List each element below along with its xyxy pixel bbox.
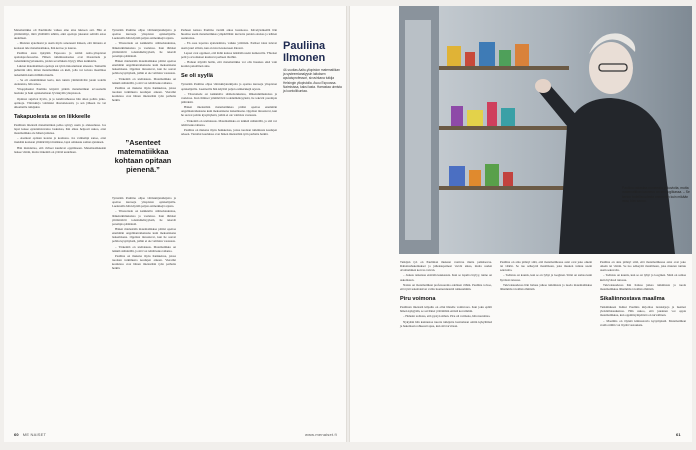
paragraph: Tutkijan työ on Pauliinan mukaan vaativaa mutta palkitsevaa. Rahoitushakemukset ja julkaisupaineet vievät aikaa, mutta uuden oivaltaminen korvaa vaivan.	[400, 260, 492, 273]
paragraph: Tulevaisuudessa hän haluaa jatkaa tutkimusta ja tuoda matematiikkaa lähemmäs tavallisia ihmisiä.	[600, 282, 686, 291]
paragraph: – Tärkeintä on uteliaisuus. Matematiikka on leikkiä säännöillä, ja sitä voi tehdä kuka tahansa.	[181, 118, 277, 127]
paragraph: – Todistus on kaunis, kun se on lyhyt ja looginen. Siinä on samaa kuin hyvässä runossa.	[500, 273, 592, 282]
website-url: www.menaiset.fi	[305, 432, 337, 437]
paragraph: – Maailma on täynnä kiinnostavia kysymyksiä. Matematiikan avulla niihin voi löytää vastauksia.	[600, 318, 686, 327]
page-number-left: 60	[14, 432, 19, 437]
paragraph: Pauliinan mielestä matematiikan pelko syntyy usein jo alakoulussa. Jos lapsi kokee epäonnistuvansa laskuissa, hän alkaa helposti uskoa, ettei matematiikka ole hänen juttunsa.	[14, 122, 106, 135]
article-column-4	[400, 260, 492, 329]
page-number-right: 61	[676, 432, 681, 437]
paragraph: – Joskus ratkaisua etsitään kuukausia. Kun se lopulta löytyy, tunne on uskomaton.	[400, 273, 492, 282]
photo-caption: Pauliina rakastaa numeroita ja kuvioita, mutta matematiikan kauneus on sen logiikassa. – Se kertoo todellisuudesta enemmän kuin mikään muu, hän sanoo.	[622, 186, 690, 203]
paragraph: Työssään Pauliina ohjaa väitöskirjatutkijoita ja opettaa kursseja yliopiston opiskelijoille. Luennoilla hän käyttää paljon esimerkkejä arjesta.	[112, 28, 176, 41]
folio-right	[676, 432, 681, 437]
paragraph: – Se oli ensimmäinen kerta, kun tunsin ymmärtäväni jotain todella olennaista, hän sanoo.	[14, 77, 106, 86]
paragraph: Hän muistuttaa, että virheet kuuluvat oppimiseen. Matemaatikkokin laskee väärin, mutta tärkeintä on yrittää uudelleen.	[14, 145, 106, 154]
portrait-photo	[399, 6, 692, 254]
paragraph: Tutkimuksen lisäksi Pauliina kirjoittaa tietokirjoja ja luennoi yleisötilaisuuksissa. Hän uskoo, että jokainen voi oppia matematiikkaa, kun oppimisympäristö on turvallinen.	[600, 305, 686, 318]
paragraph: – Halusin todistaa, että pystyn siihen. Piru oli voimana, hän naurahtaa.	[403, 314, 491, 319]
paragraph: – Todistus on kaunis, kun se on lyhyt ja looginen. Siinä on samaa kuin hyvässä runossa.	[600, 273, 686, 282]
paragraph: – En osaa lopettaa ajattelemista, vaikka yrittäisin. Parhaat ideat tulevat usein juuri silloin, kun en istu tietokoneen ääressä.	[181, 41, 277, 50]
paragraph: – Tilastotiede on kaikkialla: säätiedotuksissa, lääketutkimuksissa ja vaaleissa. Kun ihmiset ymmärtävät todennäköisyyksiä, he tekevät parempia päätöksiä.	[181, 91, 277, 104]
section-heading: Takapuolesta se on liikkeelle	[14, 113, 91, 120]
paragraph: Lapset ovat oppineet, että äidin kanssa leikitään usein numeroilla. Yhteiset pelit ja arvoitukset kuuluvat perheen iltoihin.	[181, 50, 277, 59]
article-column-2	[112, 28, 176, 136]
paragraph: – Haluan näyttää heille, että matematiikka voi olla hauskaa eikä vain koulun pakollinen aine.	[181, 60, 277, 69]
paragraph: Pauliina on mukana myös hankkeissa, joissa tuodaan tutkimusta koulujen arkeen. Vierailut kouluissa ovat hänen mielestään työn parhaita hetkiä.	[181, 128, 277, 137]
paragraph: Naisia on matematiikan professoreina edelleen vähän. Pauliina toivoo, että tytöt uskaltaisivat valita luonnontieteitä rohkeammin.	[400, 282, 492, 291]
paragraph: Pauliina on aina pitänyt siitä, että matematiikassa asiat ovat joko oikein tai väärin. Se tuo selkeyttä maailmaan, joka muuten tuntuu usein sekavalta.	[600, 260, 686, 273]
profile-name: Pauliina Ilmonen	[283, 40, 326, 64]
paragraph: – Tärkeintä on uteliaisuus. Matematiikka on leikkiä säännöillä, ja sitä voi tehdä kuka tahansa.	[112, 76, 176, 85]
paragraph: Tulevaisuudessa hän haluaa jatkaa tutkimusta ja tuoda matematiikkaa lähemmäs tavallisia ihmisiä.	[500, 282, 592, 291]
folio-url	[305, 432, 337, 437]
paragraph: Pauliina on mukana myös hankkeissa, joissa tuodaan tutkimusta koulujen arkeen. Vierailut kouluissa ovat hänen mielestään työn parhaita hetkiä.	[112, 85, 176, 103]
paragraph: Työssään Pauliina ohjaa väitöskirjatutkijoita ja opettaa kursseja yliopiston opiskelijoille. Luennoilla hän käyttää paljon esimerkkejä arjesta.	[112, 196, 176, 209]
article-column-1	[14, 28, 106, 155]
section-heading: Sikaliinnostava maailma	[600, 296, 665, 303]
folio-left	[14, 432, 46, 437]
paragraph: Pauliina on mukana myös hankkeissa, joissa tuodaan tutkimusta koulujen arkeen. Vierailut kouluissa ovat hänen mielestään työn parhaita hetkiä.	[112, 253, 176, 271]
magazine-name: ME NAISET	[22, 432, 47, 437]
paragraph: Matematiikka oli Pauliinalle vaikea aine aina lukioon asti. Hän ei ymmärtänyt, mitä yhtälöillä tehtiin, eikä opettaja jaksanut selittää asiaa uudelleen.	[14, 28, 106, 41]
paragraph: Perheen kanssa Pauliina viettää aikaa luonnossa. Kävelylenkeillä hän huomaa usein matematiikkaa ympärillään: kuvioita puiden oksissa ja lehtien asennoissa.	[181, 28, 277, 41]
paragraph: – Asenteet opitaan kotona ja koulussa. Jos vanhempi sanoo, ettei itsekään koskaan ymmärtänyt matikkaa, lapsi omaksuu saman ajatuksen.	[14, 136, 106, 145]
paragraph: Työssään Pauliina ohjaa väitöskirjatutkijoita ja opettaa kursseja yliopiston opiskelijoille. Luennoilla hän käyttää paljon esimerkkejä arjesta.	[181, 82, 277, 91]
article-column-5	[500, 260, 592, 292]
section-heading: Se oli syyllä	[181, 73, 214, 80]
paragraph: Hänen mielestään matematiikkaa pitäisi opettaa enemmän ongelmanratkaisuna kuin mekaanisena laskemisena. Oppilaat innostuvat, kun he saavat pohtia kysymyksiä, joihin ei ole valmista vastausta.	[112, 227, 176, 244]
profile-bio: 44-vuotias Aalto-yliopiston matematiikan ja systeemianalyysin laitoksen apulaisprofessori, sivuvirkana tutkija Helsingin yliopistolla. Asuu Espoossa. Naimisissa, kaksi lasta. Harrastaa uimista ja luontoliikuntaa.	[283, 68, 342, 94]
paragraph: Opinnot sujuivat hyvin, ja jo kandivaiheessa hän alkoi pohtia jatko-opintoja. Väitöskirja valmistui tilastotieteestä, ja sen jälkeen tie vei ulkomaille tutkijaksi.	[14, 96, 106, 109]
paragraph: Pauliina asuu nykyään Espoossa ja toimii Aalto-yliopiston apulaisprofessorina. Hänen tutkimusalaansa ovat tilastotiede ja todennäköisyyslaskenta, joiden sovelluksia löytyy lähes kaikkialta.	[14, 50, 106, 64]
paragraph: – Tilastotiede on kaikkialla: säätiedotuksissa, lääketutkimuksissa ja vaaleissa. Kun ihmiset ymmärtävät todennäköisyyksiä, he tekevät parempia päätöksiä.	[112, 41, 176, 58]
paragraph: Lukion matematiikan opettaja sai tytön innostumaan aineesta. Tunneilla puhuttiin siitä, miten matematiikka on kieli, jolla voi kuvata maailmaa tarkemmin kuin millään muulla.	[14, 64, 107, 77]
paragraph: Hänen mielestään matematiikkaa pitäisi opettaa enemmän ongelmanratkaisuna kuin mekaanisena laskemisena. Oppilaat innostuvat, kun he saavat pohtia kysymyksiä, joihin ei ole valmista vastausta.	[112, 59, 176, 76]
article-column-2b	[112, 196, 176, 271]
pull-quote: ”Asenteet matematiikkaa kohtaan opitaan pienenä.”	[114, 138, 172, 174]
section-heading: Piru voimona	[400, 296, 436, 303]
article-column-3	[181, 28, 277, 137]
photo-illustration	[399, 6, 692, 254]
paragraph: – Tärkeintä on uteliaisuus. Matematiikka on leikkiä säännöillä, ja sitä voi tehdä kuka tahansa.	[112, 244, 176, 253]
page-gutter	[346, 6, 350, 442]
paragraph: Nykyään hän kannustaa nuoria tutkijoita luottamaan omiin kykyihinsä ja hakemaan rohkeasti apua, kun sitä tarvitaan.	[400, 319, 492, 328]
paragraph: – Tilastotiede on kaikkialla: säätiedotuksissa, lääketutkimuksissa ja vaaleissa. Kun ihmiset ymmärtävät todennäköisyyksiä, he tekevät parempia päätöksiä.	[112, 209, 176, 226]
paragraph: Ylioppilaaksi Pauliina kirjoitti pitkän matematiikan arvosanalla laudatur ja haki opiskelemaan Jyväskylän yliopistoon.	[14, 87, 106, 96]
paragraph: Hänen mielestään matematiikkaa pitäisi opettaa enemmän ongelmanratkaisuna kuin mekaanisena laskemisena. Oppilaat innostuvat, kun he saavat pohtia kysymyksiä, joihin ei ole valmista vastausta.	[181, 105, 277, 118]
paragraph: – Muistan ajatelleeni ja usein myös sanoneeni ääneen, että minusta ei koskaan tule matemaatikkoa, hän kertoo ja nauraa.	[14, 41, 106, 50]
paragraph: Pauliinan mielestä kilpailu on ollut hänelle voimavara. Kun joku epäili hänen kykyjään, se sai hänet yrittämään entistä kovemmin.	[400, 305, 492, 314]
paragraph: Pauliina on aina pitänyt siitä, että matematiikassa asiat ovat joko oikein tai väärin. Se tuo selkeyttä maailmaan, joka muuten tuntuu usein sekavalta.	[500, 260, 592, 273]
article-column-6	[600, 260, 686, 328]
